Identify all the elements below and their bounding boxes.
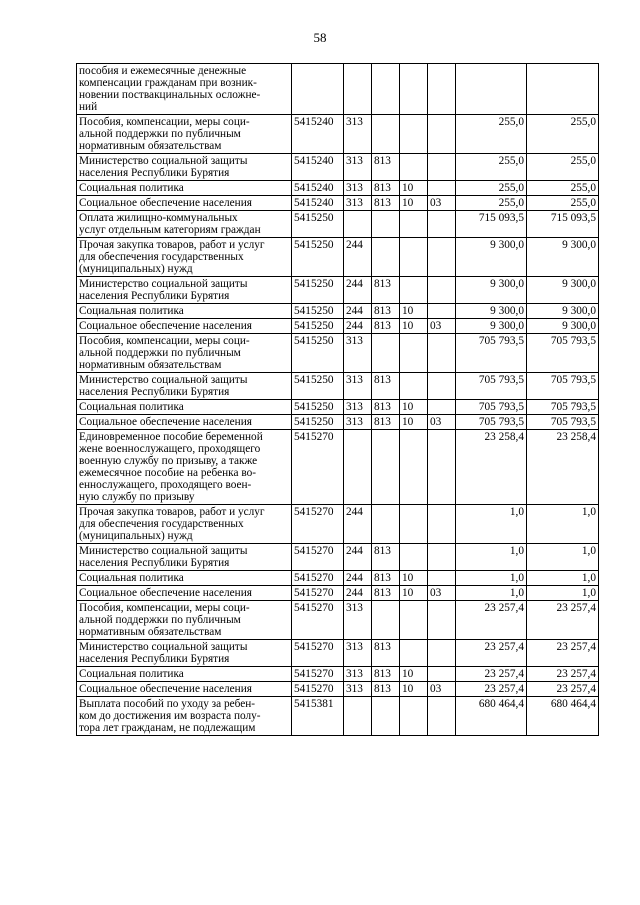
cell-name-line: Социальное обеспечение населения bbox=[79, 587, 252, 599]
cell-department bbox=[372, 697, 400, 736]
cell-department bbox=[372, 211, 400, 238]
cell-name-line: Министерство социальной защиты bbox=[79, 155, 248, 167]
cell-target-article: 5415250 bbox=[292, 238, 344, 277]
cell-department bbox=[372, 601, 400, 640]
cell-name-line: услуг отдельным категориям граждан bbox=[79, 224, 261, 236]
cell-expense-type bbox=[344, 211, 372, 238]
table-row bbox=[77, 601, 599, 640]
cell-subsection bbox=[428, 571, 456, 586]
cell-section bbox=[400, 238, 428, 277]
cell-name-line: альной поддержки по публичным bbox=[79, 347, 241, 359]
cell-name-line: Социальная политика bbox=[79, 401, 184, 413]
cell-target-article: 5415250 bbox=[292, 400, 344, 415]
cell-name-line: Социальная политика bbox=[79, 182, 184, 194]
cell-name-line: Социальная политика bbox=[79, 305, 184, 317]
table-row bbox=[77, 304, 599, 319]
cell-subsection bbox=[428, 238, 456, 277]
cell-name bbox=[77, 304, 292, 319]
cell-target-article: 5415270 bbox=[292, 682, 344, 697]
cell-section bbox=[400, 115, 428, 154]
cell-name-line: еннослужащего, проходящего воен- bbox=[79, 479, 252, 491]
cell-name-line: Министерство социальной защиты bbox=[79, 374, 248, 386]
cell-subsection: 03 bbox=[428, 319, 456, 334]
table-body bbox=[77, 64, 599, 736]
cell-name-line: Пособия, компенсации, меры соци- bbox=[79, 602, 250, 614]
cell-name bbox=[77, 154, 292, 181]
cell-department: 813 bbox=[372, 319, 400, 334]
cell-name-line: нормативным обязательствам bbox=[79, 140, 222, 152]
table-row bbox=[77, 430, 599, 505]
cell-department: 813 bbox=[372, 373, 400, 400]
table-row bbox=[77, 640, 599, 667]
cell-target-article: 5415270 bbox=[292, 601, 344, 640]
cell-amount-1: 705 793,5 bbox=[456, 373, 527, 400]
cell-expense-type: 313 bbox=[344, 334, 372, 373]
cell-name-line: для обеспечения государственных bbox=[79, 518, 244, 530]
cell-amount-2: 1,0 bbox=[527, 505, 599, 544]
cell-expense-type: 313 bbox=[344, 601, 372, 640]
cell-name-line: пособия и ежемесячные денежные bbox=[79, 65, 247, 77]
cell-department bbox=[372, 505, 400, 544]
cell-subsection bbox=[428, 505, 456, 544]
cell-target-article: 5415250 bbox=[292, 319, 344, 334]
cell-subsection: 03 bbox=[428, 586, 456, 601]
cell-section: 10 bbox=[400, 682, 428, 697]
cell-subsection bbox=[428, 400, 456, 415]
cell-amount-1: 255,0 bbox=[456, 154, 527, 181]
cell-name bbox=[77, 505, 292, 544]
cell-section bbox=[400, 601, 428, 640]
cell-amount-2: 680 464,4 bbox=[527, 697, 599, 736]
cell-name-line: Выплата пособий по уходу за ребен- bbox=[79, 698, 256, 710]
cell-name-line: нормативным обязательствам bbox=[79, 626, 222, 638]
table-row bbox=[77, 181, 599, 196]
cell-name bbox=[77, 64, 292, 115]
cell-amount-1: 255,0 bbox=[456, 181, 527, 196]
cell-name-line: населения Республики Бурятия bbox=[79, 167, 230, 179]
cell-amount-1: 9 300,0 bbox=[456, 304, 527, 319]
cell-amount-2: 9 300,0 bbox=[527, 304, 599, 319]
cell-name-line: Министерство социальной защиты bbox=[79, 641, 248, 653]
cell-name-line: Социальная политика bbox=[79, 572, 184, 584]
cell-name bbox=[77, 238, 292, 277]
cell-name bbox=[77, 667, 292, 682]
cell-amount-2: 23 257,4 bbox=[527, 682, 599, 697]
cell-section bbox=[400, 154, 428, 181]
cell-department: 813 bbox=[372, 415, 400, 430]
cell-amount-2: 23 257,4 bbox=[527, 640, 599, 667]
cell-name-line: Социальное обеспечение населения bbox=[79, 683, 252, 695]
cell-amount-1 bbox=[456, 64, 527, 115]
cell-name-line: Социальная политика bbox=[79, 668, 184, 680]
budget-table bbox=[76, 63, 599, 736]
cell-amount-2: 1,0 bbox=[527, 571, 599, 586]
cell-target-article: 5415240 bbox=[292, 181, 344, 196]
cell-expense-type: 313 bbox=[344, 181, 372, 196]
cell-department: 813 bbox=[372, 400, 400, 415]
cell-subsection bbox=[428, 277, 456, 304]
cell-section bbox=[400, 640, 428, 667]
cell-name-line: альной поддержки по публичным bbox=[79, 128, 241, 140]
cell-target-article: 5415270 bbox=[292, 544, 344, 571]
cell-subsection bbox=[428, 211, 456, 238]
cell-expense-type: 313 bbox=[344, 667, 372, 682]
cell-name bbox=[77, 277, 292, 304]
cell-name-line: ком до достижения им возраста полу- bbox=[79, 710, 261, 722]
cell-target-article: 5415270 bbox=[292, 586, 344, 601]
cell-section: 10 bbox=[400, 196, 428, 211]
cell-target-article: 5415270 bbox=[292, 667, 344, 682]
cell-expense-type: 244 bbox=[344, 505, 372, 544]
cell-amount-2: 9 300,0 bbox=[527, 238, 599, 277]
cell-name-line: компенсации гражданам при возник- bbox=[79, 77, 257, 89]
cell-amount-1: 1,0 bbox=[456, 571, 527, 586]
cell-target-article: 5415250 bbox=[292, 304, 344, 319]
cell-amount-2: 705 793,5 bbox=[527, 373, 599, 400]
cell-name-line: Социальное обеспечение населения bbox=[79, 320, 252, 332]
cell-section bbox=[400, 211, 428, 238]
table-row bbox=[77, 154, 599, 181]
cell-department: 813 bbox=[372, 586, 400, 601]
cell-target-article: 5415250 bbox=[292, 373, 344, 400]
cell-name bbox=[77, 697, 292, 736]
cell-name bbox=[77, 334, 292, 373]
cell-target-article: 5415250 bbox=[292, 277, 344, 304]
cell-subsection: 03 bbox=[428, 415, 456, 430]
cell-amount-2 bbox=[527, 64, 599, 115]
cell-subsection bbox=[428, 640, 456, 667]
cell-amount-1: 680 464,4 bbox=[456, 697, 527, 736]
cell-expense-type: 244 bbox=[344, 277, 372, 304]
cell-amount-1: 255,0 bbox=[456, 115, 527, 154]
table-row bbox=[77, 544, 599, 571]
cell-department: 813 bbox=[372, 544, 400, 571]
cell-amount-2: 705 793,5 bbox=[527, 415, 599, 430]
cell-section: 10 bbox=[400, 400, 428, 415]
table-row bbox=[77, 682, 599, 697]
cell-name-line: Единовременное пособие беременной bbox=[79, 431, 263, 443]
cell-amount-1: 9 300,0 bbox=[456, 238, 527, 277]
table-row bbox=[77, 115, 599, 154]
cell-amount-2: 23 257,4 bbox=[527, 667, 599, 682]
cell-expense-type: 313 bbox=[344, 196, 372, 211]
cell-department: 813 bbox=[372, 277, 400, 304]
cell-department bbox=[372, 64, 400, 115]
table-row bbox=[77, 211, 599, 238]
cell-name bbox=[77, 544, 292, 571]
cell-name-line: жене военнослужащего, проходящего bbox=[79, 443, 261, 455]
cell-department: 813 bbox=[372, 571, 400, 586]
table-row bbox=[77, 319, 599, 334]
table-row bbox=[77, 505, 599, 544]
cell-amount-1: 23 258,4 bbox=[456, 430, 527, 505]
cell-name-line: Социальное обеспечение населения bbox=[79, 197, 252, 209]
cell-name bbox=[77, 586, 292, 601]
cell-target-article: 5415270 bbox=[292, 571, 344, 586]
cell-amount-2: 255,0 bbox=[527, 154, 599, 181]
table-row bbox=[77, 238, 599, 277]
cell-name bbox=[77, 400, 292, 415]
cell-department: 813 bbox=[372, 640, 400, 667]
cell-section bbox=[400, 334, 428, 373]
cell-name bbox=[77, 415, 292, 430]
cell-target-article: 5415270 bbox=[292, 430, 344, 505]
cell-section bbox=[400, 277, 428, 304]
cell-expense-type bbox=[344, 430, 372, 505]
cell-name bbox=[77, 571, 292, 586]
cell-department bbox=[372, 430, 400, 505]
cell-name-line: нормативным обязательствам bbox=[79, 359, 222, 371]
table-row bbox=[77, 334, 599, 373]
table-row bbox=[77, 277, 599, 304]
cell-department bbox=[372, 238, 400, 277]
cell-amount-2: 255,0 bbox=[527, 196, 599, 211]
cell-amount-2: 715 093,5 bbox=[527, 211, 599, 238]
cell-amount-2: 9 300,0 bbox=[527, 319, 599, 334]
cell-subsection bbox=[428, 115, 456, 154]
cell-name bbox=[77, 601, 292, 640]
cell-name-line: ежемесячное пособие на ребенка во- bbox=[79, 467, 256, 479]
cell-name-line: Прочая закупка товаров, работ и услуг bbox=[79, 239, 265, 251]
cell-amount-1: 9 300,0 bbox=[456, 319, 527, 334]
cell-expense-type: 313 bbox=[344, 640, 372, 667]
cell-amount-1: 705 793,5 bbox=[456, 415, 527, 430]
cell-amount-2: 255,0 bbox=[527, 115, 599, 154]
cell-section: 10 bbox=[400, 571, 428, 586]
cell-target-article: 5415250 bbox=[292, 334, 344, 373]
table-row bbox=[77, 571, 599, 586]
cell-amount-1: 255,0 bbox=[456, 196, 527, 211]
cell-target-article: 5415250 bbox=[292, 415, 344, 430]
cell-department bbox=[372, 334, 400, 373]
cell-name-line: ний bbox=[79, 101, 98, 113]
cell-name-line: населения Республики Бурятия bbox=[79, 557, 230, 569]
cell-subsection bbox=[428, 334, 456, 373]
cell-expense-type: 244 bbox=[344, 586, 372, 601]
cell-expense-type: 244 bbox=[344, 304, 372, 319]
table-row bbox=[77, 196, 599, 211]
cell-subsection bbox=[428, 154, 456, 181]
cell-name-line: (муниципальных) нужд bbox=[79, 263, 193, 275]
cell-amount-2: 23 257,4 bbox=[527, 601, 599, 640]
cell-name bbox=[77, 211, 292, 238]
cell-name-line: населения Республики Бурятия bbox=[79, 386, 230, 398]
cell-amount-1: 23 257,4 bbox=[456, 667, 527, 682]
cell-expense-type: 313 bbox=[344, 682, 372, 697]
cell-section bbox=[400, 430, 428, 505]
cell-amount-1: 23 257,4 bbox=[456, 640, 527, 667]
cell-subsection bbox=[428, 697, 456, 736]
cell-expense-type: 244 bbox=[344, 319, 372, 334]
cell-amount-1: 1,0 bbox=[456, 586, 527, 601]
cell-name bbox=[77, 115, 292, 154]
cell-name-line: Социальное обеспечение населения bbox=[79, 416, 252, 428]
table-row bbox=[77, 400, 599, 415]
cell-target-article: 5415381 bbox=[292, 697, 344, 736]
cell-amount-2: 255,0 bbox=[527, 181, 599, 196]
cell-name-line: населения Республики Бурятия bbox=[79, 653, 230, 665]
cell-name-line: Министерство социальной защиты bbox=[79, 545, 248, 557]
cell-name-line: новении поствакцинальных осложне- bbox=[79, 89, 261, 101]
cell-subsection bbox=[428, 667, 456, 682]
cell-section bbox=[400, 697, 428, 736]
cell-expense-type: 244 bbox=[344, 544, 372, 571]
cell-amount-1: 1,0 bbox=[456, 544, 527, 571]
cell-subsection bbox=[428, 544, 456, 571]
cell-department: 813 bbox=[372, 196, 400, 211]
cell-subsection: 03 bbox=[428, 196, 456, 211]
cell-target-article: 5415250 bbox=[292, 211, 344, 238]
cell-expense-type bbox=[344, 64, 372, 115]
cell-expense-type: 244 bbox=[344, 571, 372, 586]
cell-name-line: Прочая закупка товаров, работ и услуг bbox=[79, 506, 265, 518]
cell-name bbox=[77, 373, 292, 400]
table-row bbox=[77, 415, 599, 430]
cell-department: 813 bbox=[372, 304, 400, 319]
cell-name-line: Пособия, компенсации, меры соци- bbox=[79, 335, 250, 347]
cell-section: 10 bbox=[400, 667, 428, 682]
cell-subsection bbox=[428, 601, 456, 640]
cell-amount-2: 705 793,5 bbox=[527, 400, 599, 415]
cell-name bbox=[77, 181, 292, 196]
cell-expense-type: 244 bbox=[344, 238, 372, 277]
cell-target-article: 5415270 bbox=[292, 505, 344, 544]
cell-name-line: Пособия, компенсации, меры соци- bbox=[79, 116, 250, 128]
cell-subsection bbox=[428, 373, 456, 400]
cell-amount-2: 9 300,0 bbox=[527, 277, 599, 304]
cell-name-line: Оплата жилищно-коммунальных bbox=[79, 212, 238, 224]
cell-target-article bbox=[292, 64, 344, 115]
cell-section bbox=[400, 373, 428, 400]
cell-section: 10 bbox=[400, 415, 428, 430]
cell-amount-1: 23 257,4 bbox=[456, 601, 527, 640]
cell-section bbox=[400, 544, 428, 571]
cell-department: 813 bbox=[372, 667, 400, 682]
cell-subsection bbox=[428, 64, 456, 115]
page-number: 58 bbox=[313, 30, 327, 45]
cell-expense-type: 313 bbox=[344, 415, 372, 430]
cell-name-line: Министерство социальной защиты bbox=[79, 278, 248, 290]
cell-amount-1: 705 793,5 bbox=[456, 334, 527, 373]
cell-name-line: (муниципальных) нужд bbox=[79, 530, 193, 542]
cell-name-line: военную службу по призыву, а также bbox=[79, 455, 258, 467]
cell-subsection bbox=[428, 304, 456, 319]
cell-section: 10 bbox=[400, 304, 428, 319]
table-row bbox=[77, 586, 599, 601]
cell-target-article: 5415270 bbox=[292, 640, 344, 667]
cell-expense-type bbox=[344, 697, 372, 736]
table-row bbox=[77, 64, 599, 115]
table-row bbox=[77, 667, 599, 682]
cell-department: 813 bbox=[372, 154, 400, 181]
cell-name bbox=[77, 640, 292, 667]
cell-amount-1: 9 300,0 bbox=[456, 277, 527, 304]
cell-expense-type: 313 bbox=[344, 373, 372, 400]
cell-amount-2: 1,0 bbox=[527, 544, 599, 571]
cell-department: 813 bbox=[372, 682, 400, 697]
cell-name-line: тора лет гражданам, не подлежащим bbox=[79, 722, 256, 734]
cell-expense-type: 313 bbox=[344, 154, 372, 181]
cell-name bbox=[77, 196, 292, 211]
cell-name-line: для обеспечения государственных bbox=[79, 251, 244, 263]
cell-amount-1: 715 093,5 bbox=[456, 211, 527, 238]
cell-section: 10 bbox=[400, 181, 428, 196]
table-row bbox=[77, 373, 599, 400]
cell-subsection bbox=[428, 181, 456, 196]
cell-amount-2: 1,0 bbox=[527, 586, 599, 601]
cell-amount-2: 705 793,5 bbox=[527, 334, 599, 373]
cell-name bbox=[77, 430, 292, 505]
cell-section: 10 bbox=[400, 319, 428, 334]
cell-target-article: 5415240 bbox=[292, 154, 344, 181]
cell-department bbox=[372, 115, 400, 154]
cell-amount-1: 23 257,4 bbox=[456, 682, 527, 697]
cell-section: 10 bbox=[400, 586, 428, 601]
cell-name bbox=[77, 319, 292, 334]
cell-section bbox=[400, 505, 428, 544]
cell-subsection bbox=[428, 430, 456, 505]
cell-section bbox=[400, 64, 428, 115]
cell-expense-type: 313 bbox=[344, 400, 372, 415]
cell-subsection: 03 bbox=[428, 682, 456, 697]
cell-name-line: населения Республики Бурятия bbox=[79, 290, 230, 302]
cell-expense-type: 313 bbox=[344, 115, 372, 154]
table-row bbox=[77, 697, 599, 736]
cell-amount-1: 705 793,5 bbox=[456, 400, 527, 415]
cell-name-line: альной поддержки по публичным bbox=[79, 614, 241, 626]
cell-amount-2: 23 258,4 bbox=[527, 430, 599, 505]
cell-department: 813 bbox=[372, 181, 400, 196]
cell-name-line: ную службу по призыву bbox=[79, 491, 195, 503]
cell-target-article: 5415240 bbox=[292, 115, 344, 154]
cell-amount-1: 1,0 bbox=[456, 505, 527, 544]
cell-target-article: 5415240 bbox=[292, 196, 344, 211]
cell-name bbox=[77, 682, 292, 697]
